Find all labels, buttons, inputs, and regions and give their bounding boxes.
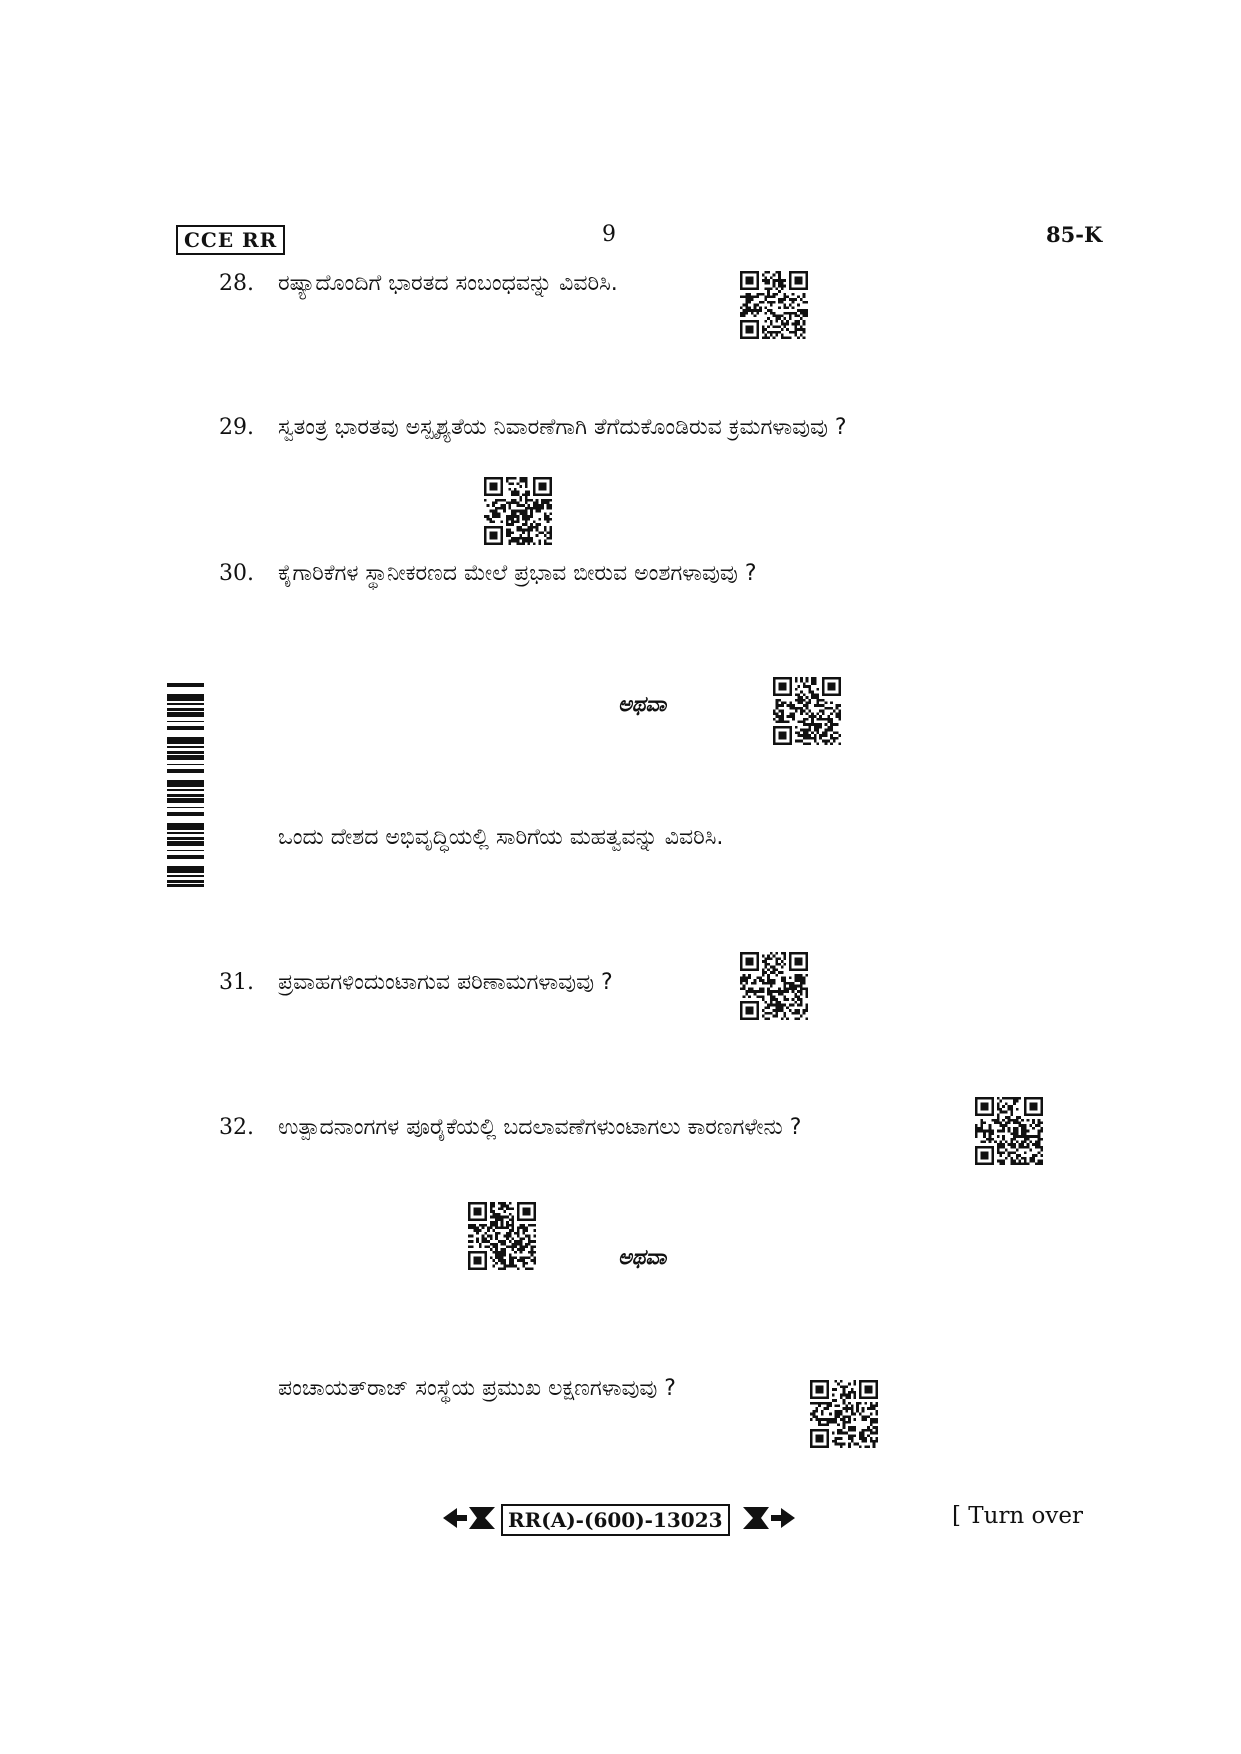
question-number: 28.	[219, 271, 254, 296]
or-label: ಅಥವಾ	[618, 692, 667, 716]
question-text: ರಷ್ಯಾದೊಂದಿಗೆ ಭಾರತದ ಸಂಬಂಧವನ್ನು ವಿವರಿಸಿ.	[278, 271, 618, 296]
question-number: 31.	[219, 970, 254, 995]
qr-code-icon	[975, 1097, 1043, 1165]
question-text: ಕೈಗಾರಿಕೆಗಳ ಸ್ಥಾನೀಕರಣದ ಮೇಲೆ ಪ್ರಭಾವ ಬೀರುವ ಅಂಶಗಳಾವುವು ?	[278, 561, 757, 586]
qr-code-icon	[484, 477, 552, 545]
qr-code-icon	[740, 952, 808, 1020]
qr-code-icon	[468, 1202, 536, 1270]
qr-code-icon	[740, 271, 808, 339]
or-label: ಅಥವಾ	[618, 1245, 667, 1269]
question-alt-text: ಒಂದು ದೇಶದ ಅಭಿವೃದ್ಧಿಯಲ್ಲಿ ಸಾರಿಗೆಯ ಮಹತ್ವವನ್ನು ವಿವರಿಸಿ.	[278, 825, 724, 850]
question-number: 29.	[219, 415, 254, 440]
question-number: 30.	[219, 561, 254, 586]
footer-code: RR(A)-(600)-13023	[501, 1504, 730, 1536]
turn-over-label: [ Turn over	[952, 1503, 1084, 1529]
paper-code: 85-K	[1046, 222, 1103, 247]
question-text: ಪ್ರವಾಹಗಳಿಂದುಂಟಾಗುವ ಪರಿಣಾಮಗಳಾವುವು ?	[278, 970, 613, 995]
page-number: 9	[602, 222, 616, 247]
question-number: 32.	[219, 1115, 254, 1140]
arrow-right-icon	[741, 1504, 797, 1536]
question-text: ಉತ್ಪಾದನಾಂಗಗಳ ಪೂರೈಕೆಯಲ್ಲಿ ಬದಲಾವಣೆಗಳುಂಟಾಗಲು ಕಾರಣಗಳೇನು ?	[278, 1115, 802, 1140]
qr-code-icon	[810, 1380, 878, 1448]
question-alt-text: ಪಂಚಾಯತ್‌ರಾಜ್ ಸಂಸ್ಥೆಯ ಪ್ರಮುಖ ಲಕ್ಷಣಗಳಾವುವು ?	[278, 1376, 676, 1401]
qr-code-icon	[773, 677, 841, 745]
barcode-icon	[167, 682, 204, 887]
question-text: ಸ್ವತಂತ್ರ ಭಾರತವು ಅಸ್ಪೃಶ್ಯತೆಯ ನಿವಾರಣೆಗಾಗಿ ತೆಗೆದುಕೊಂಡಿರುವ ಕ್ರಮಗಳಾವುವು ?	[278, 415, 847, 440]
arrow-left-icon	[441, 1504, 497, 1536]
header-code: CCE RR	[176, 225, 285, 255]
